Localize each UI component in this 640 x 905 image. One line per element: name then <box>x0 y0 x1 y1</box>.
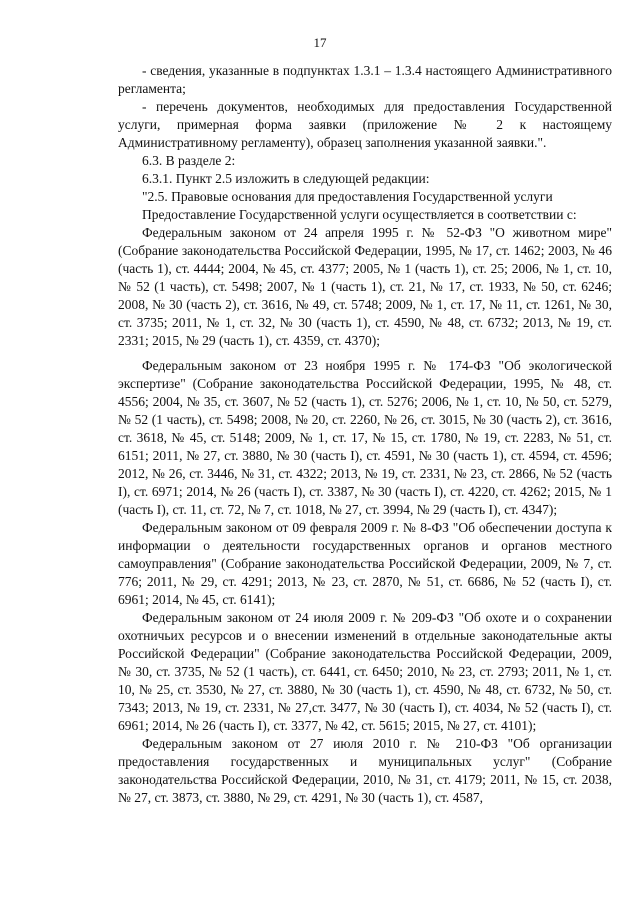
paragraph-6-3-1: 6.3.1. Пункт 2.5 изложить в следующей редакции: <box>142 171 430 186</box>
law-8-fz: Федеральным законом от 09 февраля 2009 г. № 8-ФЗ "Об обеспечении доступа к информации о деятельности государственных органов и органов местного самоуправления" (Собрание законодательства Российской Федерации, 2009, № 7, ст. 776; 2011, № 29, ст. 4291; 2013, № 23, ст. 2870, № 51, ст. 6686, № 52 (часть I), ст. 6961; 2014, № 45, ст. 6141); <box>118 520 612 607</box>
document-body <box>118 62 612 807</box>
paragraph-2-5-heading: "2.5. Правовые основания для предоставления Государственной услуги <box>142 189 553 204</box>
law-174-fz: Федеральным законом от 23 ноября 1995 г. № 174-ФЗ "Об экологической экспертизе" (Собрание законодательства Российской Федерации, 1995, № 48, ст. 4556; 2004, № 35, ст. 3607, № 52 (часть 1), ст. 5276; 2006, № 1, ст. 10, № 50, ст. 5279, № 52 (1 часть), ст. 5498; 2008, № 20, ст. 2260, № 26, ст. 3015, № 30 (часть 2), ст. 3616, ст. 3618, № 45, ст. 5148; 2009, № 1, ст. 17, № 15, ст. 1780, № 19, ст. 2283, № 51, ст. 6151; 2011, № 27, ст. 3880, № 30 (часть I), ст. 4591, № 30 (часть 1), ст. 4594, ст. 4596; 2012, № 26, ст. 3446, № 31, ст. 4322; 2013, № 19, ст. 2331, № 23, ст. 2866, № 52 (часть I), ст. 6971; 2014, № 26 (часть I), ст. 3387, № 30 (часть I), ст. 4220, ст. 4262; 2015, № 1 (часть I), ст. 11, ст. 72, № 7, ст. 1018, № 27, ст. 3994, № 29 (часть I), ст. 4347); <box>118 358 612 517</box>
page-number: 17 <box>313 35 327 50</box>
law-52-fz: Федеральным законом от 24 апреля 1995 г. № 52-ФЗ "О животном мире" (Собрание законодательства Российской Федерации, 1995, № 17, ст. 1462; 2003, № 46 (часть 1), ст. 4444; 2004, № 45, ст. 4377; 2005, № 1 (часть 1), ст. 25; 2006, № 1, ст. 10, № 52 (1 часть), ст. 5498; 2007, № 1 (часть 1), ст. 21, № 17, ст. 1933, № 50, ст. 6246; 2008, № 30 (часть 2), ст. 3616, № 49, ст. 5748; 2009, № 1, ст. 17, № 11, ст. 1261, № 30, ст. 3735; 2011, № 1, ст. 32, № 30 (часть 1), ст. 4590, № 48, ст. 6732; 2013, № 19, ст. 2331; 2015, № 29 (часть 1), ст. 4359, ст. 4370); <box>118 225 612 348</box>
law-209-fz: Федеральным законом от 24 июля 2009 г. № 209-ФЗ "Об охоте и о сохранении охотничьих ресурсов и о внесении изменений в отдельные законодательные акты Российской Федерации" (Собрание законодательства Российской Федерации, 2009, № 30, ст. 3735, № 52 (1 часть), ст. 6441, ст. 6450; 2010, № 23, ст. 2793; 2011, № 1, ст. 10, № 25, ст. 3530, № 27, ст. 3880, № 30 (часть 1), ст. 4590, № 48, ст. 6732, № 50, ст. 7343; 2013, № 19, ст. 2331, № 27,ст. 3477, № 30 (часть I), ст. 4034, № 52 (часть I), ст. 6961; 2014, № 26 (часть I), ст. 3377, № 42, ст. 5615; 2015, № 27, ст. 4101); <box>118 610 612 733</box>
paragraph-section-6-3: 6.3. В разделе 2: <box>142 153 236 168</box>
paragraph-item-1: - сведения, указанные в подпунктах 1.3.1 – 1.3.4 настоящего Административного регламента; <box>118 63 612 96</box>
paragraph-item-2: - перечень документов, необходимых для предоставления Государственной услуги, примерная форма заявки (приложение № 2 к настоящему Административному регламенту), образец заполнения указанной заявки.". <box>118 99 612 150</box>
law-210-fz: Федеральным законом от 27 июля 2010 г. № 210-ФЗ "Об организации предоставления государственных и муниципальных услуг" (Собрание законодательства Российской Федерации, 2010, № 31, ст. 4179; 2011, № 15, ст. 2038, № 27, ст. 3873, ст. 3880, № 29, ст. 4291, № 30 (часть 1), ст. 4587, <box>118 736 612 805</box>
paragraph-intro: Предоставление Государственной услуги осуществляется в соответствии с: <box>142 207 577 222</box>
